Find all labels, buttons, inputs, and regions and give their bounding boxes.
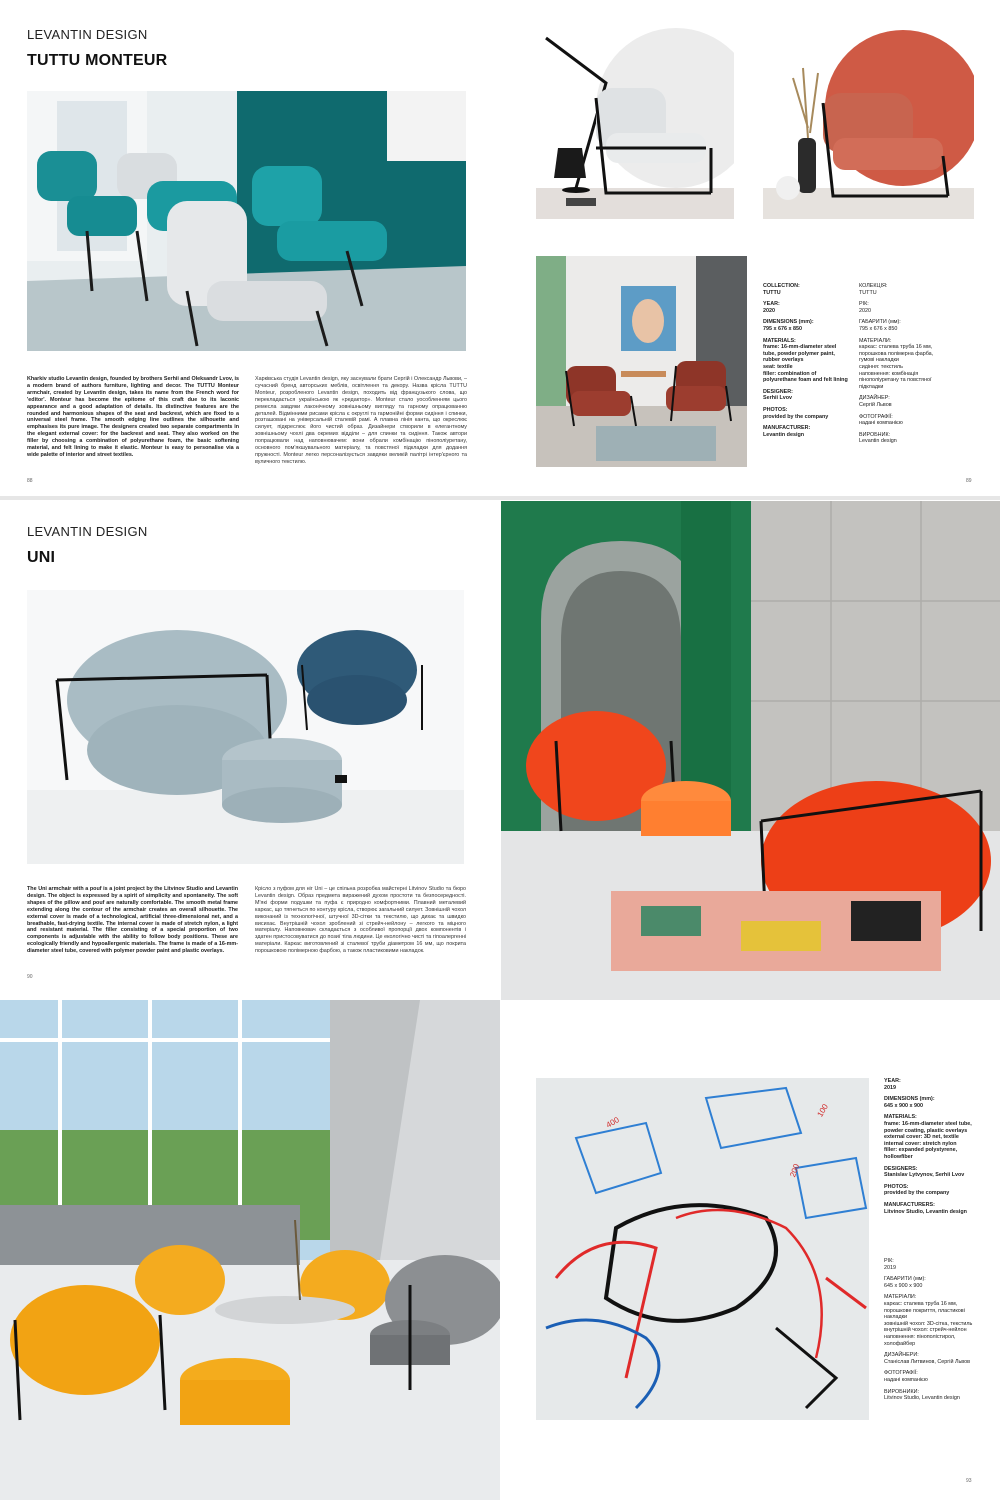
sketch-mark-c: 100 xyxy=(815,1102,830,1119)
spec-label: ФОТОГРАФІЇ: xyxy=(884,1370,918,1377)
spec-label: YEAR: xyxy=(884,1078,901,1084)
page-number-89: 89 xyxy=(966,478,972,484)
sketch-mark-b: 200 xyxy=(788,1162,802,1179)
spec-value: TUTTU xyxy=(859,289,877,296)
spec-value: Levantin design xyxy=(763,431,805,438)
spec-label: ГАБАРИТИ (мм): xyxy=(859,319,901,326)
spec-value: надані компанією xyxy=(859,420,903,427)
spec-list-ua xyxy=(884,1258,986,1407)
photo-uni-sketch xyxy=(536,1078,869,1420)
spec-value: Litvinov Studio, Levantin design xyxy=(884,1395,960,1402)
spec-label: РІК: xyxy=(884,1258,894,1264)
photo-tuttu-grey-chair xyxy=(536,28,734,219)
spec-label: DESIGNERS: xyxy=(884,1165,918,1172)
spec-list-en xyxy=(884,1078,984,1220)
spec-value: 2020 xyxy=(859,307,871,314)
photo-uni-green-arch xyxy=(501,501,1000,1000)
spec-list-en xyxy=(763,283,849,443)
spec-label: МАТЕРІАЛИ: xyxy=(859,337,892,344)
spec-label: КОЛЕКЦІЯ: xyxy=(859,283,888,289)
spec-value: 795 x 676 x 850 xyxy=(763,325,802,332)
spec-label: COLLECTION: xyxy=(763,283,800,289)
body-text-en: Kharkiv studio Levantin design, founded by brothers Serhii and Oleksandr Lvov, is a modern brand of authors furniture, lighting and decor. The TUTTU Monteur armchair, created by Levantin design, takes its name from the French word for 'editor'. Monteur has become the epitome of this craft due to its laconic appearance and a good adaptation of details. Its distinctive features are the rounded and harmonious shapes of the seat and backrest, which are fixed to a universal steel frame. The smooth edging line outlines the silhouette and emphasises its pure image. The designers created two separate compartments in the elegant external cover: for the backrest and seat. They also worked on the filler by choosing a combination of polyurethane foam, the basic softening material, and felt lining to make it elastic. Monteur is easy to personalise via a wide palette of interior and street textiles. xyxy=(27,376,239,458)
product-title: TUTTU MONTEUR xyxy=(27,52,168,69)
spec-label: YEAR: xyxy=(763,301,780,308)
spec-value: 2020 xyxy=(763,307,775,314)
spec-value: 645 x 900 x 900 xyxy=(884,1102,923,1109)
brand-label: LEVANTIN DESIGN xyxy=(27,27,148,42)
spec-label: РІК: xyxy=(859,301,869,308)
spec-label: МАТЕРІАЛИ: xyxy=(884,1294,917,1301)
spec-value: каркас: сталева труба 16 мм, порошкова полімерна фарба, гумові накладки сидіння: текстиль наповнення: комбінація пінополіуретану та повстяної підкладки xyxy=(859,344,934,390)
body-text-ua: Харківська студія Levantin design, яку заснували брати Сергій і Олександр Львови, – сучасний бренд авторських меблів, освітлення та декору. Назва крісла TUTTU Monteur, розробленого Levantin design, походить від французького слова, що перекладається українською як «редактор». Monteur стало уособленням цього ремесла завдяки лаконічному зовнішньому вигляду та гарному опрацюванню деталей. Відмінними рисами крісла є округлі та гармонійні форми сидіння і спинки, розташовані на універсальній сталевій рамі. А плавна лінія канта, що окреслює силует, підкреслює його чистий образ. Дизайнери створили в елегантному зовнішньому чохлі два окремих відділи – для спинки та сидіння. Також автори попрацювали над наповнювачем: вони обрали комбінацію пінополіуретану, основного пом'якшувального матеріалу, та повстяної підкладки для додання пружності. Monteur легко персоналізується завдяки великій палітрі інтер'єрного та вуличного текстилю. xyxy=(255,376,467,465)
spec-value: 2019 xyxy=(884,1264,896,1271)
spec-value: Сергій Львов xyxy=(859,401,892,408)
spec-label: ДИЗАЙНЕР: xyxy=(859,395,890,402)
spec-label: PHOTOS: xyxy=(763,406,788,413)
spec-value: TUTTU xyxy=(763,289,781,296)
photo-uni-studio xyxy=(27,590,464,864)
spec-value: Levantin design xyxy=(859,438,897,445)
spec-label: MANUFACTURER: xyxy=(763,425,811,432)
page-number-93: 93 xyxy=(966,1478,972,1484)
page-number-90: 90 xyxy=(27,974,33,980)
spec-value: Serhii Lvov xyxy=(763,395,793,402)
spec-value: Stanislav Lytvynov, Serhii Lvov xyxy=(884,1172,965,1179)
spec-value: каркас: сталева труба 16 мм, порошкове покриття, пластикові накладки зовнішній чохол: 3D-сітка, текстиль внутрішній чохол: стрейч-нейлон наповнення: пінополістирол, холофайбер xyxy=(884,1300,973,1347)
spec-label: ВИРОБНИКИ: xyxy=(884,1388,919,1395)
spec-label: ДИЗАЙНЕРИ: xyxy=(884,1352,919,1359)
spec-label: PHOTOS: xyxy=(884,1183,909,1190)
spec-label: DIMENSIONS (mm): xyxy=(763,319,814,326)
spec-label: ФОТОГРАФІЇ: xyxy=(859,413,893,420)
spec-value: 2019 xyxy=(884,1084,896,1091)
spec-value: provided by the company xyxy=(884,1190,950,1197)
spec-value: provided by the company xyxy=(763,413,829,420)
body-text-ua: Крісло з пуфом для ніг Uni – це спільна розробка майстерні Litvinov Studio та бюро Levantin design. Образ предмета виражений духом простоти та безпосередності. М'які форми подушки та пуфа є природно комфортними. Плавний металевий каркас, що тягнеться по контуру крісла, створює загальний силует. Зовнішній чохол виконаний із технологічної, штучної 3D-сітки та текстилю, що дихає та швидко висихає. Внутрішній чохол зроблений зі стрейч-нейлону – легкого та міцного матеріалу. Наповнювач складається з особливої пропорції двох компонентів і здатен пристосовуватися до позиї тіла людини. Це екологічно чисті та гіпоалергенні матеріали. Каркас виготовлений зі сталевої труби діаметром 16 мм, що покрита порошковою полімерною фарбою, а також пластиковими накладок. xyxy=(255,886,466,955)
brand-label: LEVANTIN DESIGN xyxy=(27,524,148,539)
spec-value: 795 x 676 x 850 xyxy=(859,325,898,332)
spec-label: DIMENSIONS (mm): xyxy=(884,1096,935,1103)
spec-label: MATERIALS: xyxy=(763,337,796,344)
photo-uni-office xyxy=(0,1000,500,1500)
product-title: UNI xyxy=(27,549,56,566)
spec-value: Litvinov Studio, Levantin design xyxy=(884,1208,967,1215)
spec-value: frame: 16-mm-diameter steel tube, powder polymer paint, rubber overlays seat: textile filler: combination of polyurethane foam and felt lining xyxy=(763,344,848,384)
photo-tuttu-terracotta-chair xyxy=(763,28,974,219)
spec-value: frame: 16-mm-diameter steel tube, powder coating, plastic overlays external cover: 3D net, textile internal cover: stretch nylon filler: expanded polystyrene, hollowfiber xyxy=(884,1120,972,1160)
spec-label: MATERIALS: xyxy=(884,1114,917,1121)
spec-label: MANUFACTURERS: xyxy=(884,1201,935,1208)
page-number-88: 88 xyxy=(27,478,33,484)
spec-value: надані компанією xyxy=(884,1376,928,1383)
spec-value: Станіслав Литвинов, Сергій Львов xyxy=(884,1358,970,1365)
spec-label: ВИРОБНИК: xyxy=(859,431,891,438)
spread-divider xyxy=(0,496,1000,500)
sketch-mark-a: 400 xyxy=(604,1115,621,1130)
spec-list-ua xyxy=(859,283,949,450)
photo-tuttu-lounge-interior xyxy=(536,256,747,467)
spec-label: DESIGNER: xyxy=(763,388,793,395)
spec-value: 645 x 900 x 900 xyxy=(884,1282,923,1289)
spec-label: ГАБАРИТИ (мм): xyxy=(884,1276,926,1283)
body-text-en: The Uni armchair with a pouf is a joint project by the Litvinov Studio and Levantin design. The object is expressed by a spirit of simplicity and spontaneity. The soft shapes of the pillow and pouf are naturally comfortable. The smooth metal frame extending along the contour of the armchair creates an overall silhouette. The external cover is made of a technological, artificial three-dimensional net, and a breathable, fast-drying textile. The internal cover is made of stretch nylon, a light and resistant material. The filler consisting of a special proportion of two components is adjustable with the ability to follow body positions. These are ecologically friendly and hypoallergenic materials. The frame is made of a 16-mm-diameter steel tube, covered with polymer powder paint and plastic overlays. xyxy=(27,886,238,955)
photo-tuttu-room xyxy=(27,91,466,351)
